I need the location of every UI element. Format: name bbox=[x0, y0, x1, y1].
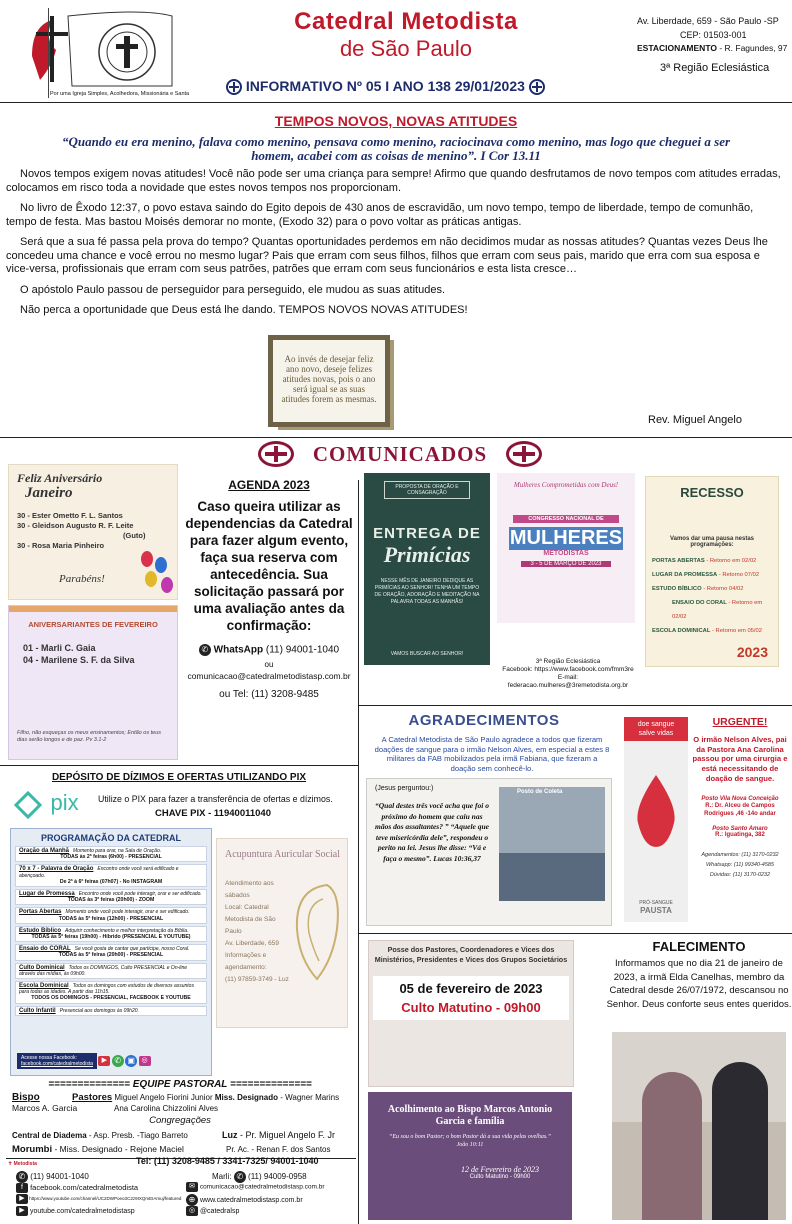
primicias-card bbox=[364, 473, 490, 665]
mulheres-sub: METODISTAS bbox=[543, 550, 589, 557]
facebook-block[interactable] bbox=[17, 1053, 97, 1069]
table-row bbox=[15, 926, 207, 942]
recesso-title: RECESSO bbox=[680, 485, 744, 500]
list-item: 30 - Ester Ometto F. L. Santos bbox=[17, 511, 123, 520]
fb-url: facebook.com/catedralmetodista bbox=[21, 1061, 93, 1067]
congregacoes-title: Congregações bbox=[149, 1115, 211, 1126]
posto2-name: Posto Santo Amaro bbox=[712, 825, 768, 832]
whatsapp-icon: ✆ bbox=[234, 1171, 246, 1183]
banner-line: salve vidas bbox=[638, 730, 674, 737]
posto-sign: Posto de Coleta bbox=[517, 789, 563, 795]
recesso-year: 2023 bbox=[736, 644, 768, 660]
parking bbox=[637, 43, 792, 54]
section-divider bbox=[358, 933, 792, 934]
primicias-footer: VAMOS BUSCAR AO SENHOR! bbox=[390, 651, 464, 657]
contact-email[interactable] bbox=[186, 1182, 325, 1192]
list-item bbox=[652, 582, 772, 596]
equipe-title: ============== EQUIPE PASTORAL ============== bbox=[48, 1079, 312, 1090]
birthday-february-title: ANIVERSARIANTES DE FEVEREIRO bbox=[28, 620, 158, 629]
contact-youtube-long[interactable] bbox=[16, 1194, 181, 1204]
agenda-tel: ou Tel: (11) 3208-9485 bbox=[219, 689, 319, 700]
recesso-card bbox=[645, 476, 779, 667]
bulletin-line bbox=[226, 78, 606, 95]
program-desc: Se você gosta de cantar que participe, nosso Coral. bbox=[74, 946, 190, 953]
acupuntura-line: Local: Catedral Metodista de São Paulo bbox=[225, 904, 276, 935]
page-subtitle: de São Paulo bbox=[339, 36, 473, 61]
agenda-whatsapp bbox=[180, 644, 358, 656]
email-caption[interactable]: E-mail: federacao.mulheres@3remetodista.org.br bbox=[507, 674, 629, 689]
posto1-addr: R.: Dr. Alceu de Campos Rodrigues ,46 -14o andar bbox=[704, 802, 776, 817]
posse-card bbox=[368, 940, 574, 1087]
list-item: 04 - Marilene S. F. da Silva bbox=[23, 655, 135, 665]
fb-label: Acesse nossa Facebook: bbox=[21, 1055, 77, 1061]
program-name: Culto Dominical bbox=[19, 964, 65, 971]
acupuntura-info bbox=[225, 878, 289, 986]
program-when: TODAS às 5ª feiras (20h00) - PRESENCIAL bbox=[58, 952, 164, 959]
program-desc: Momento onde você pode interagir, orar e ser edificado. bbox=[65, 909, 190, 916]
acupuntura-title: Acupuntura Auricular Social bbox=[225, 849, 340, 860]
table-row bbox=[15, 889, 207, 905]
programacao-title: PROGRAMAÇÃO DA CATEDRAL bbox=[41, 833, 181, 843]
mulheres-big: MULHERES bbox=[509, 527, 623, 549]
table-row bbox=[15, 963, 207, 979]
list-item: 30 - Gleidson Augusto R. F. Leite bbox=[17, 521, 134, 530]
ear-illustration-icon bbox=[287, 879, 347, 989]
program-name: Estudo Bíblico bbox=[19, 927, 61, 934]
parking-label: ESTACIONAMENTO bbox=[637, 43, 717, 53]
bulletin-number: INFORMATIVO Nº 05 I ANO 138 29/01/2023 bbox=[245, 78, 525, 94]
poster-banner bbox=[624, 717, 688, 741]
agenda-title: AGENDA 2023 bbox=[228, 478, 310, 492]
programacao-list bbox=[15, 846, 207, 1016]
editorial-paragraph: Será que a sua fé passa pela prova do tempo? Quantas oportunidades perdemos em não decidimos mudar as nossas atitudes? Quantas vezes Deus lhe concedeu uma chance e você errou no mesmo lugar? Pais que erram com seus filhos, filhos que erram com seus pais, marido que erra com sua esposa e vice-versa, profissionais que erram com seus patrões, patrões que erram com seus funcionários e esta lista cresce… bbox=[6, 236, 768, 275]
acolhimento-verse: “Eu sou o bom Pastor; o bom Pastor dá a sua vida pelas ovelhas.” João 10:11 bbox=[389, 1134, 551, 1148]
editorial-paragraph: O apóstolo Paulo passou de perseguidor para perseguido, ele mudou as suas atitudes. bbox=[20, 283, 446, 296]
logo-tagline: Por uma Igreja Simples, Acolhedora, Missionária e Santa bbox=[50, 91, 190, 97]
editorial-author: Rev. Miguel Angelo bbox=[648, 414, 742, 426]
whatsapp-contact: Whatsapp: (11) 99340-4585 bbox=[705, 861, 775, 868]
programacao-footer bbox=[17, 1053, 207, 1069]
md-label: Miss. Designado bbox=[214, 1093, 279, 1102]
balloons-icon bbox=[137, 549, 177, 599]
congregacoes-luz bbox=[222, 1130, 335, 1140]
bispo-name: Marcos A. Garcia bbox=[12, 1103, 78, 1113]
md-name: - Wagner Marins bbox=[278, 1093, 340, 1102]
cross-icon bbox=[226, 79, 242, 95]
recesso-list bbox=[652, 554, 772, 638]
memorial-photo bbox=[612, 1032, 786, 1220]
recesso-item-value: - Retorno 07/02 bbox=[717, 572, 760, 578]
table-row bbox=[15, 907, 207, 923]
acupuntura-line: Informações e agendamento: bbox=[225, 952, 267, 971]
table-row bbox=[15, 864, 207, 887]
vertical-divider bbox=[48, 8, 49, 98]
pastor-name: Miguel Angelo Fiorini Junior bbox=[114, 1093, 213, 1102]
diadema-name: - Asp. Presb. -Tiago Barreto bbox=[86, 1131, 188, 1140]
list-item bbox=[652, 624, 772, 638]
birthday-list bbox=[17, 511, 146, 551]
birthday-feb-verse: Filho, não esqueças os meus ensinamentos; Então os teus dias serão longos e de paz. Pv 3.1-2 bbox=[17, 730, 162, 743]
primicias-top: PROPOSTA DE ORAÇÃO E CONSAGRAÇÃO bbox=[384, 481, 470, 499]
region: 3ª Região Eclesiástica bbox=[660, 62, 770, 74]
whatsapp-icon: ✆ bbox=[16, 1171, 28, 1183]
list-item: 01 - Marli C. Gaia bbox=[23, 643, 96, 653]
diadema-label: Central de Diadema bbox=[12, 1131, 87, 1140]
list-item bbox=[652, 596, 772, 624]
photo-floor bbox=[499, 853, 605, 901]
recesso-item-label: LUGAR DA PROMESSA bbox=[652, 572, 718, 578]
acupuntura-line: Av. Liberdade, 659 bbox=[225, 940, 279, 947]
mulheres-caption bbox=[497, 658, 639, 690]
zoom-icon[interactable]: ▣ bbox=[125, 1055, 137, 1067]
posse-date-banner bbox=[373, 976, 569, 1020]
blood-donation-poster bbox=[624, 717, 688, 922]
whatsapp-number: (11) 94001-1040 bbox=[265, 644, 340, 656]
program-when: TODAS às 5ª feiras (12h00) - PRESENCIAL bbox=[58, 915, 164, 922]
acupuntura-card bbox=[216, 838, 348, 1028]
program-name: 70 x 7 - Palavra de Oração bbox=[19, 866, 94, 873]
urgente-body: O irmão Nelson Alves, pai da Pastora Ana Carolina passou por uma cirurgia e está necessitando de doação de sangue. bbox=[692, 735, 788, 783]
program-desc: Momento para orar, na Sala de Oração. bbox=[73, 848, 162, 854]
acolhimento-title: Acolhimento ao Bispo Marcos Antonio Garcia e família bbox=[387, 1104, 553, 1127]
birthday-january-month: Janeiro bbox=[25, 485, 73, 501]
luz-label: Luz bbox=[222, 1130, 238, 1140]
equipe-pastores bbox=[72, 1092, 362, 1114]
acolhimento-card bbox=[368, 1092, 572, 1220]
quote-image-inner bbox=[273, 340, 385, 422]
section-divider bbox=[0, 765, 358, 766]
pix-logo-text: pix bbox=[50, 790, 79, 815]
posse-title: Posse dos Pastores, Coordenadores e Vices dos Ministérios, Presidentes e Vices dos Grupos Societários bbox=[374, 945, 568, 964]
recesso-item-label: ESTUDO BÍBLICO bbox=[652, 586, 702, 592]
program-name: Ensaio do CORAL bbox=[19, 946, 71, 953]
birthday-january-card bbox=[8, 464, 178, 600]
mulheres-date: 3 - 5 DE MARÇO DE 2023 bbox=[521, 561, 611, 567]
program-when: TODAS às 5ª feiras (19h00) - Híbrido (PRESENCIAL E YOUTUBE) bbox=[31, 934, 191, 941]
mulheres-top: Mulheres Comprometidas com Deus! bbox=[513, 481, 619, 489]
program-name: Lugar de Promessa bbox=[19, 891, 75, 898]
contact-whatsapp[interactable] bbox=[16, 1171, 89, 1183]
comunicados-heading bbox=[200, 441, 600, 467]
urgente-panel bbox=[690, 716, 790, 878]
list-item: (Guto) bbox=[123, 531, 146, 540]
posse-date: 05 de fevereiro de 2023 bbox=[399, 981, 543, 996]
acolhimento-culto: Culto Matutino - 09h00 bbox=[469, 1174, 531, 1180]
primicias-body: NESSE MÊS DE JANEIRO DEDIQUE AS PRIMÍCIAS AO SENHOR! TENHA UM TEMPO DE ORAÇÃO, ADORAÇÃO E MEDITAÇÃO NA PALAVRA TODAS AS MANHÃS! bbox=[374, 578, 480, 605]
primicias-title1: ENTREGA DE bbox=[373, 525, 481, 542]
globe-icon: ⊕ bbox=[186, 1194, 198, 1206]
agradecimentos-card bbox=[366, 778, 612, 926]
pix-diamond-icon bbox=[14, 791, 42, 819]
agradecimentos-body: A Catedral Metodista de São Paulo agradece a todos que fizeram doações de sangue para o irmão Nelson Alves, em especial a estes 8 militares da FAB mobilizados pela irmã Fabiana, que fizeram a doação sem conhecê-lo. bbox=[374, 735, 610, 773]
pastor-name: Ana Carolina Chizzolini Alves bbox=[114, 1104, 219, 1113]
editorial-paragraph: Não perca a oportunidade que Deus está lhe dando. TEMPOS NOVOS NOVAS ATITUDES! bbox=[20, 304, 468, 316]
mini-logo: ✝ Metodista bbox=[8, 1161, 37, 1167]
comunicados-title: COMUNICADOS bbox=[312, 441, 488, 466]
posto2-addr: R.: Iguatinga, 382 bbox=[715, 831, 765, 838]
header-divider bbox=[0, 102, 792, 103]
program-when: TODAS às 3ª feiras (20h00) - ZOOM bbox=[67, 897, 155, 904]
program-when: TODAS às 2ª feiras (6h00) - PRESENCIAL bbox=[60, 854, 162, 861]
editorial-quote: “Quando eu era menino, falava como menino, pensava como menino, raciocinava como menino, mas logo que cheguei a ser homem, acabei com as coisas de menino”. I Cor 13.11 bbox=[61, 134, 731, 163]
top-stripe bbox=[9, 606, 177, 612]
contacts-box bbox=[6, 1158, 356, 1221]
youtube-icon: ▶ bbox=[16, 1194, 28, 1204]
program-name: Escola Dominical bbox=[19, 983, 69, 990]
hemocentro-logo bbox=[628, 900, 684, 914]
equipe-bispo bbox=[12, 1092, 77, 1114]
agenda-box bbox=[180, 478, 358, 748]
page-title: Catedral Metodista bbox=[294, 8, 518, 35]
facebook-url: facebook.com/catedralmetodista bbox=[30, 1183, 139, 1192]
youtube-icon[interactable]: ▶ bbox=[98, 1056, 110, 1066]
program-when: TODOS OS DOMINGOS - PRESENCIAL, FACEBOOK E YOUTUBE bbox=[31, 995, 191, 1002]
region-caption: 3ª Região Eclesiástica bbox=[535, 658, 601, 665]
list-item bbox=[652, 554, 772, 568]
section-divider bbox=[0, 437, 792, 438]
agenda-body: Caso queira utilizar as dependencias da Catedral para fazer algum evento, faça sua reserva com antecedência. Sua solicitação passará por uma avaliação antes da confirmação: bbox=[185, 499, 353, 633]
editorial-paragraph: No livro de Êxodo 12:37, o povo estava saindo do Egito depois de 430 anos de escravidão, um novo tempo, tempo de liberdade, tempo de comunhão, tempo de festa. Mas bastou Moisés demorar no monte, (Exodo 32) para o povo voltar as práticas antigas. bbox=[6, 202, 754, 228]
program-name: Portas Abertas bbox=[19, 909, 62, 916]
youtube-icon: ▶ bbox=[16, 1206, 28, 1216]
banner-line: doe sangue bbox=[637, 721, 675, 728]
falecimento-body: Informamos que no dia 21 de janeiro de 2023, a irmã Elda Canelhas, membro da Catedral desde 26/07/1972, descansou no Senhor. Deus conforte seus entes queridos. bbox=[606, 958, 792, 1010]
recesso-item-value: - Retorno em 05/02 bbox=[710, 628, 762, 634]
church-logo bbox=[22, 6, 182, 98]
agenda-email[interactable]: comunicacao@catedralmetodistasp.com.br bbox=[187, 671, 351, 681]
recesso-item-label: ENSAIO DO CORAL bbox=[672, 600, 727, 606]
instagram-icon: ◎ bbox=[186, 1206, 198, 1216]
hemocentro: PAUSTA bbox=[640, 906, 672, 915]
jesus-label: (Jesus perguntou:) bbox=[375, 785, 434, 792]
duvidas: Dúvidas: (11) 3170-0232 bbox=[709, 871, 771, 878]
photo-figure bbox=[712, 1062, 768, 1220]
falecimento-panel bbox=[606, 939, 792, 1011]
section-divider bbox=[358, 705, 792, 706]
acupuntura-line: Atendimento aos sábados bbox=[225, 880, 274, 899]
programacao-card bbox=[10, 828, 212, 1076]
editorial-body bbox=[6, 168, 784, 318]
posse-culto: Culto Matutino - 09h00 bbox=[401, 1000, 541, 1015]
cross-icon bbox=[258, 441, 294, 467]
recesso-item-value: - Retorno 04/02 bbox=[701, 586, 744, 592]
luz-name: - Pr. Miguel Angelo F. Jr bbox=[237, 1130, 336, 1140]
table-row bbox=[15, 1006, 207, 1016]
program-name: Oração da Manhã bbox=[19, 848, 70, 854]
recesso-item-label: PORTAS ABERTAS bbox=[652, 558, 705, 564]
photo-figure bbox=[642, 1072, 702, 1220]
recesso-intro: Vamos dar uma pausa nestas programações: bbox=[669, 536, 755, 548]
morumbi-label: Morumbi bbox=[12, 1144, 53, 1155]
congregacoes-diadema bbox=[12, 1131, 188, 1140]
table-row bbox=[15, 944, 207, 960]
table-row bbox=[15, 846, 207, 862]
agenda-ou: ou bbox=[264, 660, 274, 669]
blood-drop-icon bbox=[624, 771, 688, 851]
table-row bbox=[15, 981, 207, 1004]
whatsapp-icon[interactable]: ✆ bbox=[112, 1055, 124, 1067]
pastores-label: Pastores bbox=[72, 1092, 113, 1103]
program-desc: Presencial aos domingos às 09h20. bbox=[59, 1007, 139, 1014]
program-desc: Encontro onde você será edificado e abençoado. bbox=[19, 866, 179, 879]
contact-youtube[interactable] bbox=[16, 1206, 135, 1216]
quote-image-text: Ao invés de desejar feliz ano novo, deseje felizes atitudes novas, pois o ano será igual se as suas atitudes forem as mesmas. bbox=[281, 354, 377, 404]
program-name: Culto Infantil bbox=[19, 1007, 56, 1014]
birthday-january-title: Feliz Aniversário bbox=[17, 471, 103, 485]
mulheres-card bbox=[497, 473, 635, 623]
whatsapp-icon: ✆ bbox=[199, 644, 211, 656]
recesso-item-label: ESCOLA DOMINICAL bbox=[652, 628, 711, 634]
agendamentos: Agendamentos: (11) 3170-0232 bbox=[701, 851, 779, 858]
contact-tel: Tel: (11) 3208-9485 / 3341-7325/ 94001-1040 bbox=[136, 1156, 319, 1166]
methodist-cross-flame-icon bbox=[22, 6, 182, 98]
instagram-icon[interactable]: ◎ bbox=[139, 1056, 151, 1066]
editorial-title: TEMPOS NOVOS, NOVAS ATITUDES bbox=[274, 113, 518, 129]
pro-sangue: PRÓ-SANGUE bbox=[639, 900, 673, 906]
list-item bbox=[652, 568, 772, 582]
cross-icon bbox=[529, 79, 545, 95]
luz-assistant: Pr. Ac. - Renan F. dos Santos bbox=[226, 1145, 331, 1154]
urgente-title: URGENTE! bbox=[712, 716, 768, 728]
recesso-item-value: - Retorno em 02/02 bbox=[704, 558, 757, 564]
email-icon: ✉ bbox=[186, 1182, 198, 1192]
editorial-paragraph: Novos tempos exigem novas atitudes! Você não pode ser uma criança para sempre! Afirmo que quando desfrutamos de novo tempos com atitudes erradas, colocamos em risco toda a novidade que estes novos tempos nos proporcionam. bbox=[6, 168, 781, 194]
whatsapp-number: (11) 94001-1040 bbox=[30, 1172, 89, 1182]
acolhimento-date: 12 de Fevereiro de 2023 bbox=[460, 1165, 540, 1174]
posto1-name: Posto Vila Nova Conceição bbox=[701, 795, 779, 802]
list-item: 30 - Rosa Maria Pinheiro bbox=[17, 541, 105, 550]
congregacoes-morumbi bbox=[12, 1144, 184, 1155]
contact-facebook[interactable] bbox=[16, 1183, 138, 1193]
primicias-title2: Primícias bbox=[383, 542, 471, 567]
pix-body: Utilize o PIX para fazer a transferência de ofertas e dízimos. bbox=[98, 794, 333, 804]
cross-icon bbox=[506, 441, 542, 467]
email-address: comunicacao@catedralmetodistasp.com.br bbox=[199, 1183, 325, 1191]
program-when: De 2ª à 6ª feiras (07h07) - No INSTAGRAM bbox=[59, 878, 163, 885]
program-desc: Todos os DOMINGOS, Culto PRESENCIAL e On-line através das mídias, às 09h00. bbox=[19, 964, 188, 977]
pix-key[interactable]: CHAVE PIX - 11940011040 bbox=[154, 808, 271, 819]
parabens: Parabéns! bbox=[59, 573, 105, 585]
site-url: www.catedralmetodistasp.com.br bbox=[199, 1196, 303, 1204]
program-desc: Encontro onde você pode interagir, orar e ser edificado. bbox=[78, 891, 202, 898]
youtube-url: youtube.com/catedralmetodistasp bbox=[29, 1207, 135, 1215]
facebook-icon: f bbox=[16, 1183, 28, 1193]
pix-title: DEPÓSITO DE DÍZIMOS E OFERTAS UTILIZANDO PIX bbox=[51, 772, 307, 783]
youtube-long-url: https://www.youtube.com/channel/UC2DWPoeo3C2z9IXQmEIAmuj/featured bbox=[29, 1196, 182, 1202]
instagram-handle: @catedralsp bbox=[199, 1207, 240, 1215]
mulheres-congress: CONGRESSO NACIONAL DE bbox=[513, 515, 619, 523]
morumbi-name: - Miss. Designado - Rejone Maciel bbox=[52, 1144, 184, 1154]
marli-number: (11) 94009-0958 bbox=[248, 1172, 307, 1182]
parking-value: - R. Fagundes, 97 bbox=[716, 43, 788, 53]
falecimento-title: FALECIMENTO bbox=[652, 939, 746, 954]
program-desc: Adquirir conhecimento e melhor interpretação da Bíblia. bbox=[65, 927, 189, 934]
blood-donors-photo bbox=[499, 787, 605, 901]
contact-site[interactable] bbox=[186, 1194, 303, 1206]
cep: CEP: 01503-001 bbox=[680, 30, 747, 40]
whatsapp-label: WhatsApp bbox=[213, 644, 264, 656]
birthday-feb-list bbox=[23, 642, 135, 666]
contact-instagram[interactable] bbox=[186, 1206, 239, 1216]
address: Av. Liberdade, 659 - São Paulo -SP bbox=[637, 16, 779, 26]
birthday-february-card bbox=[8, 605, 178, 760]
agradecimentos-quote: “Qual destes três você acha que foi o próximo do homem que caiu nas mãos dos assaltantes? ” “Aquele que teve misericórdia dele”, respondeu o perito na lei. Jesus lhe disse: “Vá e faça o mesmo”. Lucas 10:36,37 bbox=[375, 801, 489, 863]
pix-logo bbox=[14, 790, 94, 816]
facebook-caption[interactable]: Facebook: https://www.facebook.com/fmm3re bbox=[502, 666, 634, 673]
agradecimentos-title: AGRADECIMENTOS bbox=[408, 712, 560, 729]
column-divider bbox=[358, 705, 359, 1224]
program-desc: Todos os domingos com estudos de diversos assuntos para todas as idades. A partir das 11h15. bbox=[19, 983, 194, 996]
bispo-label: Bispo bbox=[12, 1092, 40, 1103]
marli-label: Marli: bbox=[212, 1172, 232, 1182]
recesso-item-value: - Retorno em 02/02 bbox=[672, 600, 763, 620]
quote-image-wrap bbox=[268, 335, 390, 427]
acupuntura-line: (11) 97859-3749 - Luz bbox=[225, 976, 289, 983]
